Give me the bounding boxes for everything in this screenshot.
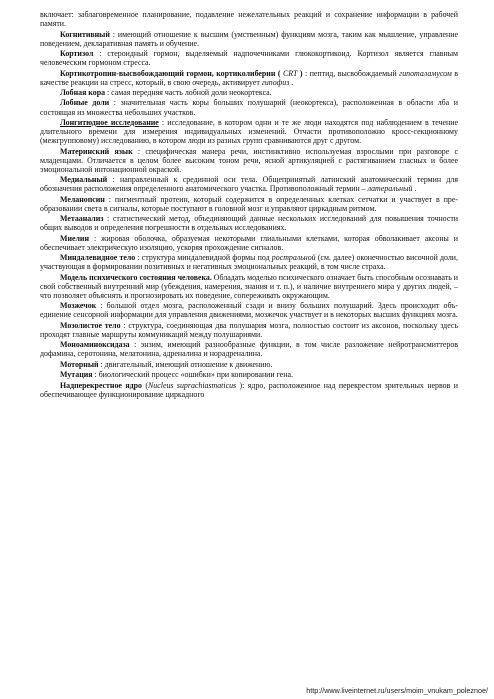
italic-term: ростральной [271,253,316,263]
definition-text: : биологический процесс «ошибки» при копировании гена. [92,370,293,380]
definition-text: : двигательный, имеющий отношение к движению. [98,359,273,369]
glossary-entry [40,340,458,358]
definition-text: . [412,184,417,194]
definition-text: : стероидный гормон, выделяемый надпочечниками глюкокортикоид. Кортизол является главным человеческим гормоном стресса. [40,49,458,68]
definition-text: : самая передняя часть лобной доли неокортекса. [105,88,272,97]
definition-text: : значительная часть коры больших полушарий (неокортекса), расположенная в области лба и состоящая из множества небольших участков. [40,98,458,117]
glossary-entry [40,175,458,193]
italic-term: гипоталамусом [399,68,452,78]
definition-text: ( [141,380,149,390]
glossary-entry [40,69,458,87]
definition-text: : пептид, высвобождаемый [305,68,400,78]
definition-text: : направленный к срединной оси тела. Общепринятый латинский анатомический термин для обозначения расположения определенного анатомического участка. Противоположный термин – [40,175,458,194]
glossary-entry [40,30,458,48]
definition-text: : имеющий отношение к высшим (умственным) функциям мозга, таким как мышление, управление поведением, декларативная память и обучение. [40,29,458,48]
glossary-entry [40,321,458,339]
definition-text: Обладать моделью психического означает быть способным осознавать и свой собственный внутренний мир (убеждения, намерения, знания и т. п.), и наличие внутреннего мира у других людей, – что позволяет объяснять и прогнозировать их поведение, сопереживать окружающим. [40,272,458,300]
paragraph-continuation [40,10,458,28]
glossary-entry [40,214,458,232]
definition-text: включает: заблаговременное планирование, подавление нежелательных реакций и сохранение информации в рабочей памяти. [40,10,458,29]
italic-term: латеральный [367,184,413,194]
term: Когнитивный [60,29,110,39]
definition-text: : структура, соединяющая два полушария мозга, полностью состоит из аксонов, поскольку здесь проходят главные маршруты коммуникаций между полушариями. [40,320,458,339]
glossary-entry [40,49,458,67]
definition-text: в качестве реакции на стресс, который, в свою очередь, активирует [40,68,459,87]
glossary-entry [40,253,458,271]
glossary-entry [40,370,458,379]
term: Моноаминоксидаза [60,340,130,350]
glossary-entry [40,195,458,213]
definition-text: ): ядро, расположенное над перекрестом зрительных нервов и обеспечивающее функционирование циркадного [40,380,458,399]
term: Лобная кора [60,88,106,97]
term: Лобные доли [60,98,110,108]
term: Надперекрестное ядро [60,380,142,390]
definition-text: : энзим, имеющий разнообразные функции, в том числе разложение нейротрансмиттеров дофамина, серотонина, мелатонина, адреналина и норадреналина. [40,340,458,359]
term: Кортизол [60,49,94,58]
definition-text: : большой отдел мозга, расположенный сзади и внизу больших полушарий. Здесь происходит объ-единение сенсорной информации для управления движениями, мозжечок участвует и в некоторых высших функциях мозга. [40,301,458,320]
term: Мозолистое тело [60,320,121,330]
definition-text: : структура миндалевидной формы под [135,253,272,263]
definition-text: : жировая оболочка, образуемая некоторыми глиальными клетками, которая обволакивает аксоны и обеспечивает электрическую изоляцию, ускоряя прохождение сигналов. [40,233,458,252]
glossary-entry [40,118,458,145]
glossary-text [40,10,458,400]
term: Лонгитюдное исследование [60,117,159,127]
term: Медиальный [60,175,108,185]
definition-text: : статистический метод, объединяющий данные нескольких исследований для повышения точности общих выводов и определения погрешности в отдельных исследованиях. [40,214,458,233]
glossary-entry [40,98,458,116]
term: Мутация [60,370,93,380]
italic-term: гипофиз [261,77,290,87]
glossary-entry [40,273,458,300]
definition-text: . [289,77,294,87]
term: Мозжечок [60,301,97,311]
term: Миндалевидное тело [60,253,136,263]
glossary-entry [40,360,458,369]
italic-term: CRT [282,68,298,78]
definition-text: : исследование, в котором одни и те же люди находятся под наблюдением в течение длительного времени для измерения индивидуальных изменений. Отчасти противоположно кросс-секционному (межгрупповому) исследованию, в котором люди из разных групп сравниваются друг с другом. [40,117,458,146]
glossary-entry [40,301,458,319]
definition-text: : пигментный протеин, который содержится в определенных клетках сетчатки и участвует в пре-образовании света в сигналы, которые поступают в головной мозг и управляют циркадным ритмом. [40,194,458,213]
term: Меланопсин [60,194,105,204]
term: Метаанализ [60,214,104,224]
italic-term: Nucleus suprachiasmaticus [148,380,237,390]
term: Модель психического состояния человека. [60,272,212,282]
definition-text: : специфическая манера речи, инстинктивно используемая взрослыми при разговоре с младенцами. Отличается в целом более высоким тоном речи, ясной артикуляцией с растягиванием гласных и более эмоциональной интонационной окраской. [40,146,458,174]
glossary-entry [40,147,458,174]
glossary-entry [40,381,458,399]
source-url-footer: http://www.liveinternet.ru/users/moim_vnukam_poleznoe/ [306,686,488,695]
term: Миелин [60,233,90,243]
term: Кортикотропин-высвобождающий гормон, кортиколиберин ( [60,68,283,78]
term: Материнский язык [60,146,133,156]
glossary-entry [40,234,458,252]
term: Моторный [60,359,99,369]
term: ) [297,68,306,78]
glossary-entry [40,88,458,97]
definition-text: (см. далее) оконечностью височной доли, участвующая в формировании позитивных и негативных эмоциональных реакций, в том числе страха. [40,253,458,272]
